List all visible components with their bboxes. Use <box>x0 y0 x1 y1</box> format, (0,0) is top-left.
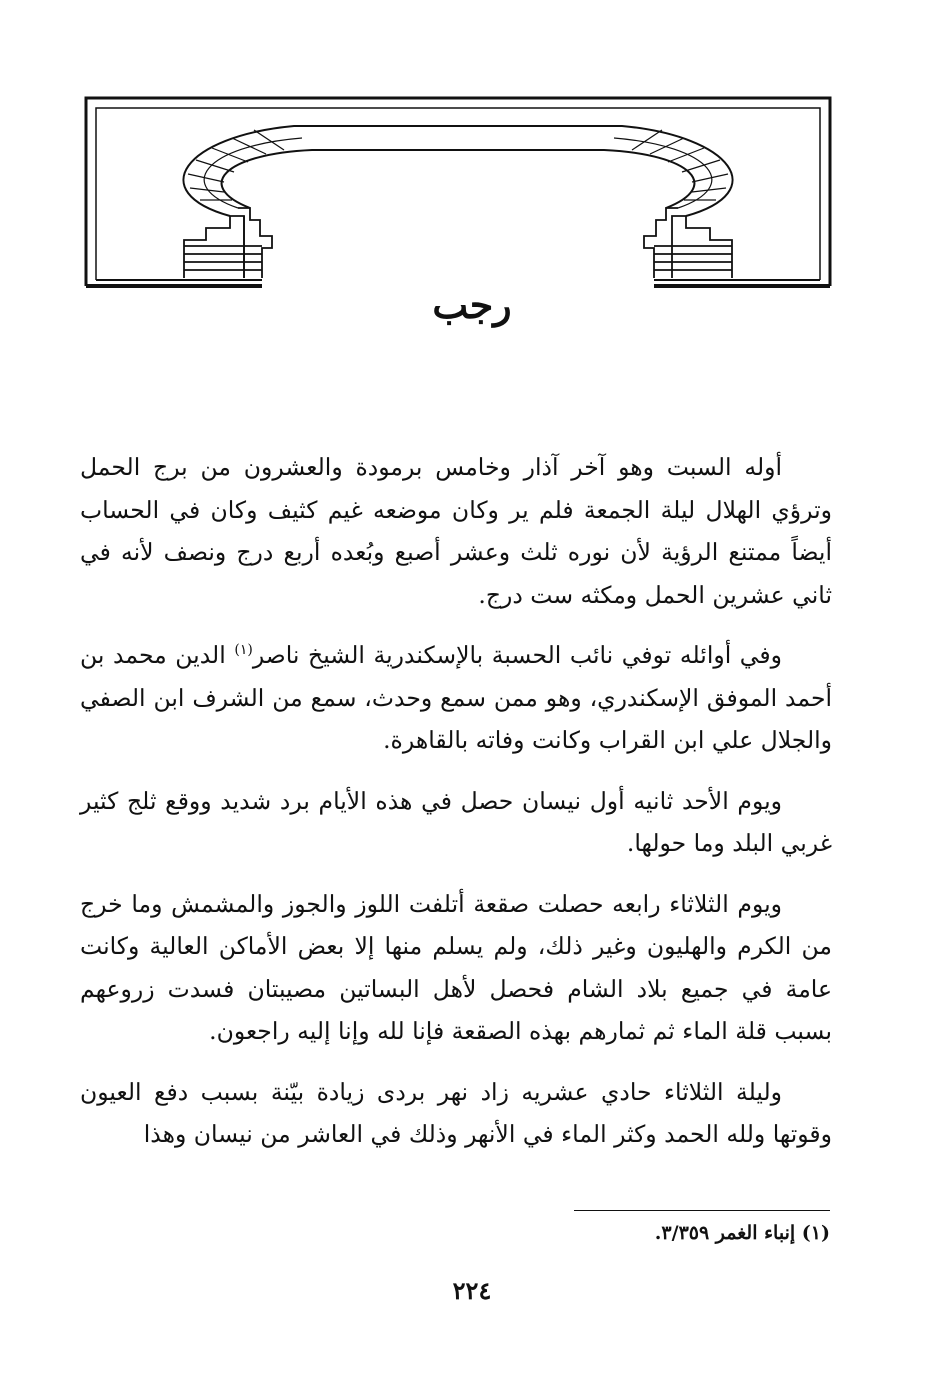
page-number: ٢٢٤ <box>452 1276 492 1305</box>
paragraph-2-rest: الدين محمد بن أحمد الموفق الإسكندري، وهو ممن سمع وحدث، سمع من الشرف ابن الصفي والجلال علي ابن القراب وكانت وفاته بالقاهرة. <box>80 641 832 754</box>
body-text <box>80 446 832 1174</box>
footnote-marker: (١) <box>801 1222 830 1244</box>
paragraph-2-lead: وفي أوائله توفي نائب الحسبة بالإسكندرية الشيخ ناصر <box>252 641 782 669</box>
footnote-divider <box>574 1210 830 1211</box>
chapter-title: رجب <box>432 282 512 327</box>
paragraph-4: ويوم الثلاثاء رابعه حصلت صقعة أتلفت اللوز والجوز والمشمش وما خرج من الكرم والهليون وغير ذلك، ولم يسلم منها إلا بعض الأماكن العالية وكانت عامة في جميع بلاد الشام فحصل لأهل البساتين مصيبتان فسدت زروعهم بسبب قلة الماء ثم ثمارهم بهذه الصقعة فإنا لله وإنا إليه راجعون. <box>80 889 832 1045</box>
footnote <box>655 1222 830 1244</box>
footnote-reference[interactable]: (١) <box>234 642 253 659</box>
header-ornament <box>84 96 832 292</box>
paragraph-3: ويوم الأحد ثانيه أول نيسان حصل في هذه الأيام برد شديد ووقع ثلج كثير غربي البلد وما حولها. <box>80 786 832 857</box>
paragraph-5: وليلة الثلاثاء حادي عشريه زاد نهر بردى زيادة بيّنة بسبب دفع العيون وقوتها ولله الحمد وكثر الماء في الأنهر وذلك في العاشر من نيسان وهذا <box>80 1077 832 1148</box>
paragraph-1: أوله السبت وهو آخر آذار وخامس برمودة والعشرون من برج الحمل وترؤي الهلال ليلة الجمعة فلم ير وكان موضعه غيم كثيف وكان في الحساب أيضاً ممتنع الرؤية لأن نوره ثلث وعشر أصبع وبُعده أربع درج ونصف لأنه في ثاني عشرين الحمل ومكثه ست درج. <box>80 453 832 609</box>
paragraph-2 <box>80 634 832 762</box>
footnote-text: إنباء الغمر ٣/٣٥٩. <box>654 1222 796 1244</box>
